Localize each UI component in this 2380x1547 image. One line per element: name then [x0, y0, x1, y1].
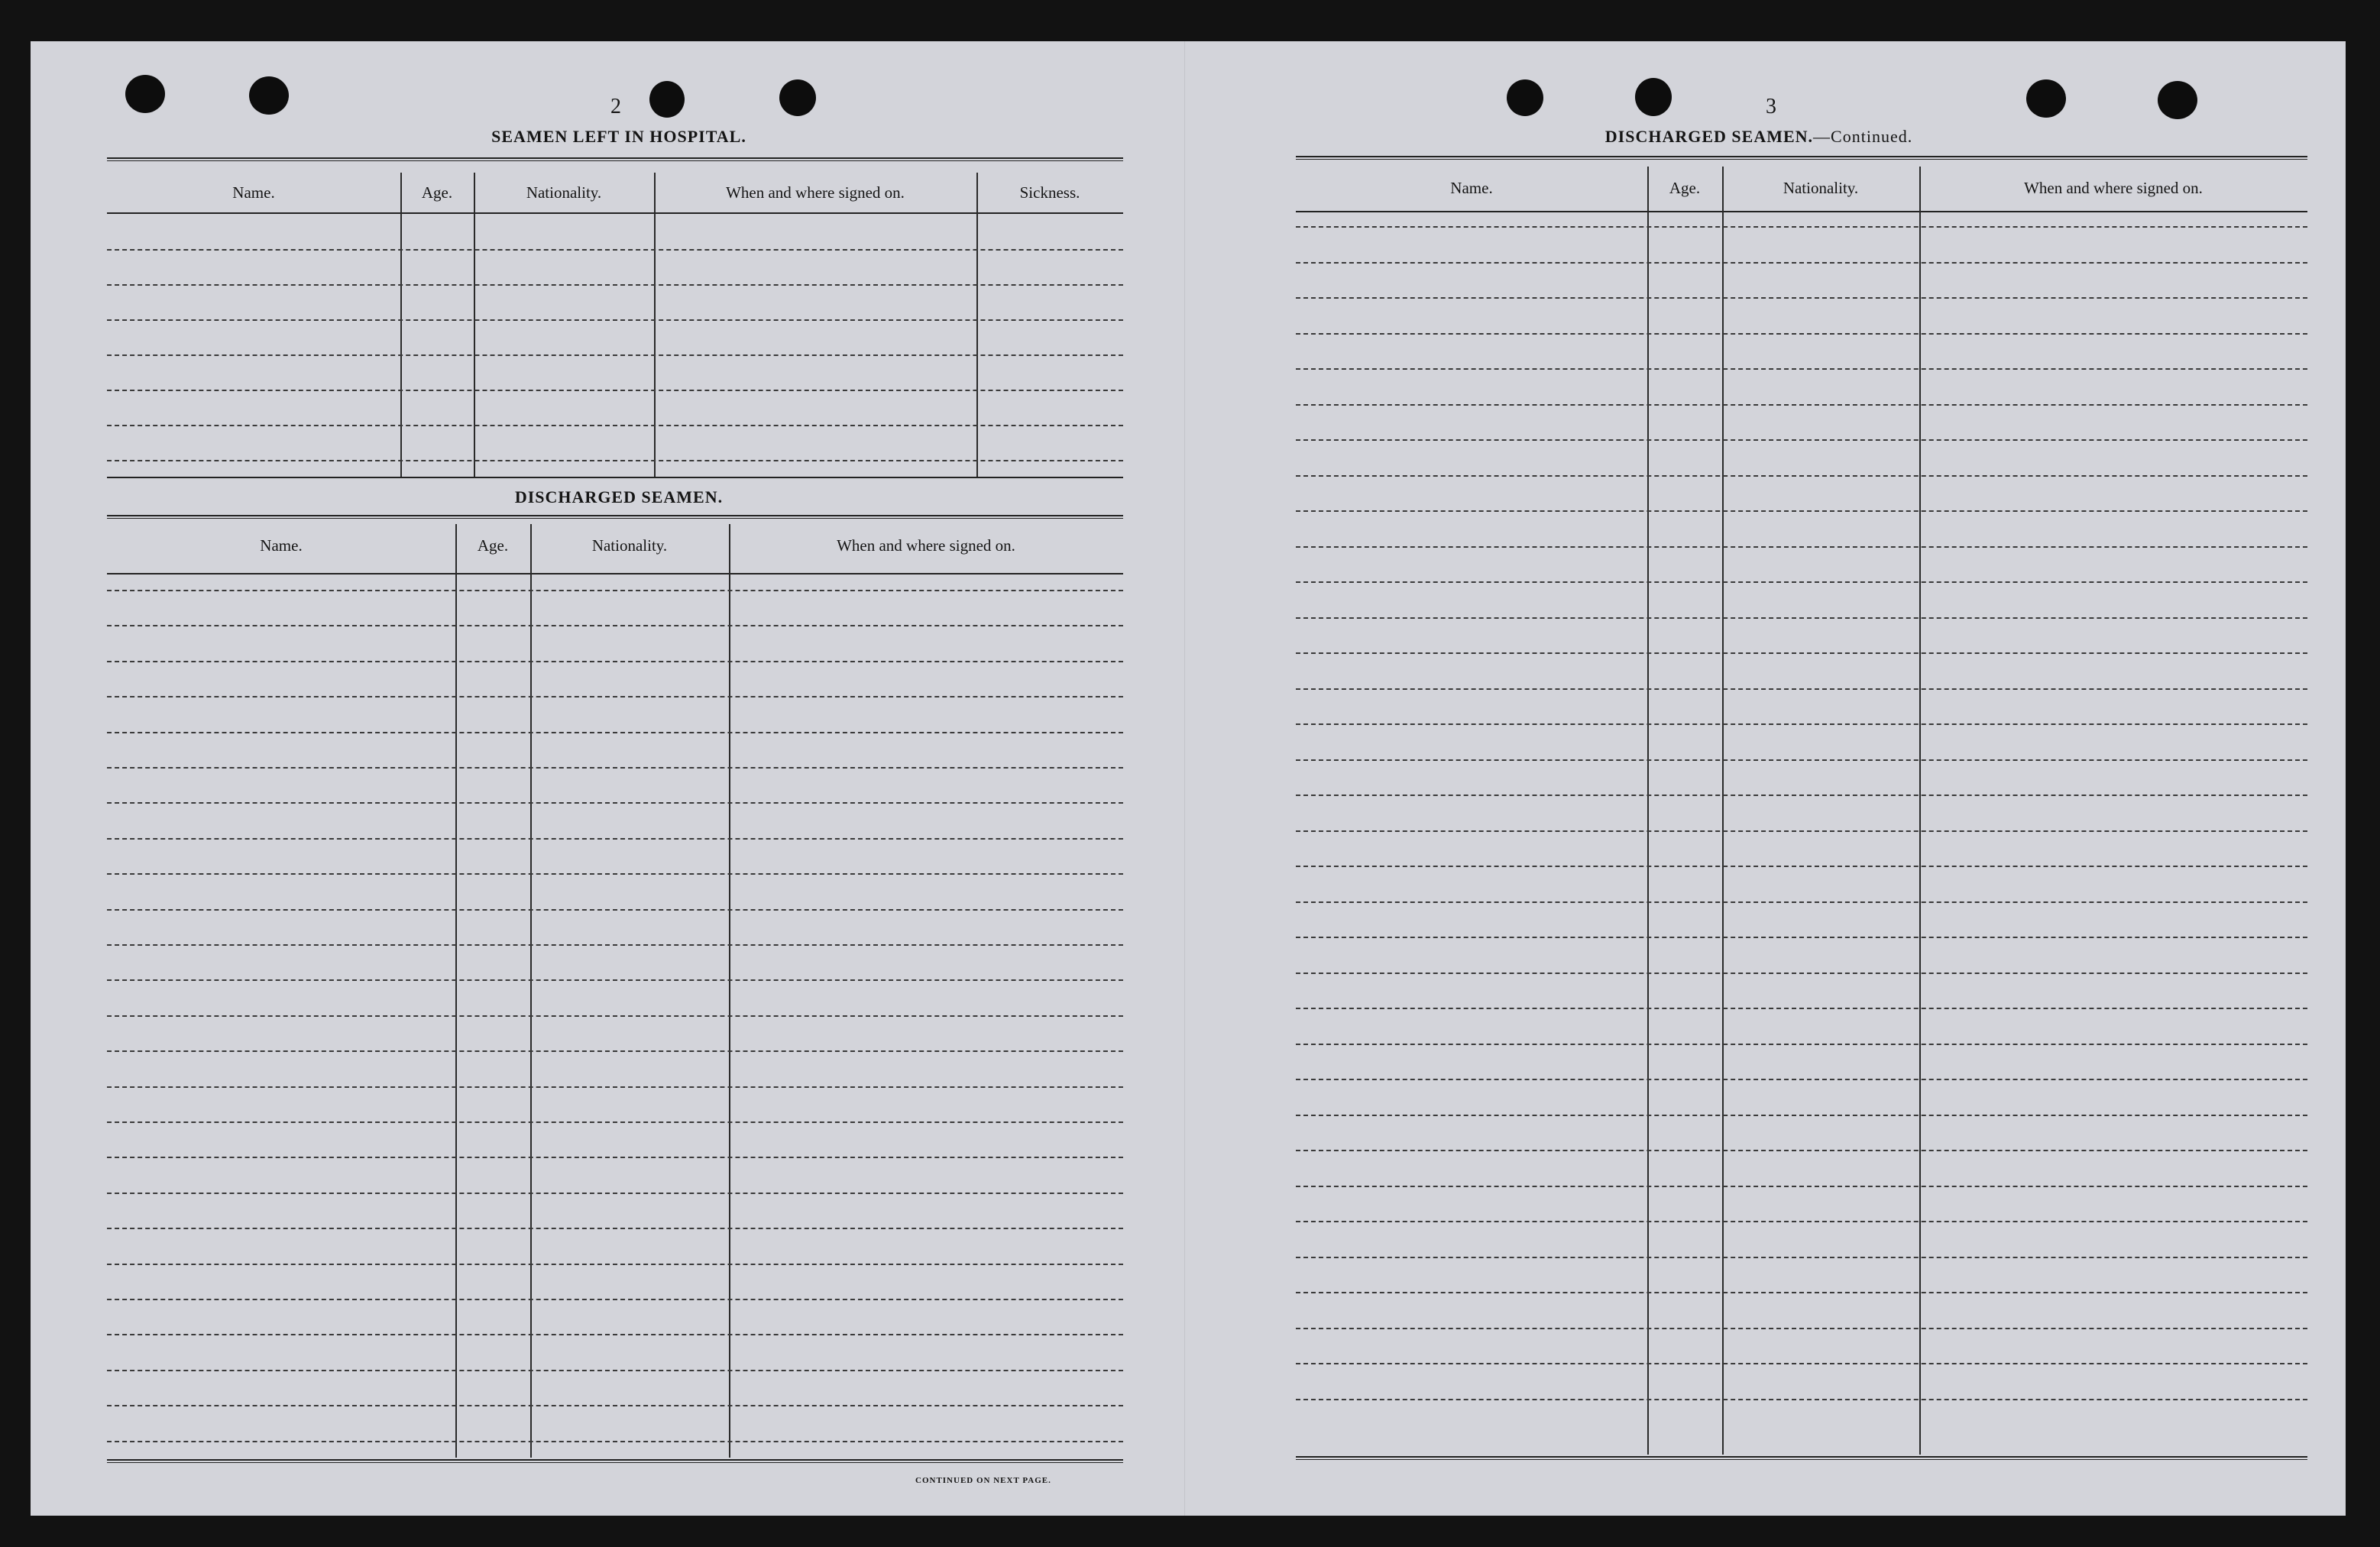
- table-row: [107, 767, 1123, 769]
- table-row: [107, 460, 1123, 461]
- table-row: [1296, 226, 2307, 228]
- table-row: [107, 390, 1123, 391]
- table-row: [1296, 830, 2307, 832]
- table-row: [107, 1299, 1123, 1300]
- table-row: [1296, 333, 2307, 335]
- table-row: [1296, 1150, 2307, 1151]
- section-title-hospital: SEAMEN LEFT IN HOSPITAL.: [491, 127, 746, 146]
- binder-hole: [649, 81, 685, 118]
- column-divider: [729, 524, 730, 1458]
- table-row: [1296, 617, 2307, 619]
- table-row: [1296, 1221, 2307, 1222]
- column-divider: [455, 524, 457, 1458]
- section-title-text: DISCHARGED SEAMEN.: [1604, 127, 1814, 146]
- column-divider: [400, 173, 402, 477]
- left-page: [31, 41, 1169, 1516]
- table-row: [1296, 475, 2307, 477]
- section-rule: [1296, 156, 2307, 160]
- table-row: [1296, 1257, 2307, 1258]
- table-row: [1296, 510, 2307, 512]
- section-rule: [107, 477, 1123, 478]
- table-row: [107, 838, 1123, 840]
- section-rule: [107, 157, 1123, 161]
- table-row: [1296, 652, 2307, 654]
- table-row: [107, 1050, 1123, 1052]
- column-header-age: Age.: [477, 536, 509, 555]
- page-fold: [1184, 41, 1185, 1516]
- table-row: [1296, 297, 2307, 299]
- section-title-suffix: —Continued.: [1813, 127, 1913, 146]
- table-row: [1296, 1399, 2307, 1400]
- page-number: 3: [1766, 95, 1776, 118]
- table-row: [107, 590, 1123, 591]
- table-row: [107, 1334, 1123, 1335]
- table-row: [1296, 1363, 2307, 1364]
- table-row: [1296, 439, 2307, 441]
- table-row: [1296, 404, 2307, 406]
- table-header: [107, 524, 1123, 574]
- table-row: [1296, 973, 2307, 974]
- section-rule: [107, 515, 1123, 519]
- table-row: [107, 661, 1123, 662]
- table-header: [107, 173, 1123, 214]
- table-row: [107, 1015, 1123, 1017]
- table-row: [1296, 1079, 2307, 1080]
- table-row: [107, 319, 1123, 321]
- column-divider: [1722, 167, 1724, 1455]
- column-divider: [1647, 167, 1649, 1455]
- column-header-name: Name.: [1450, 179, 1493, 197]
- table-row: [1296, 759, 2307, 761]
- table-row: [107, 1228, 1123, 1229]
- table-row: [107, 802, 1123, 804]
- column-header-name: Name.: [232, 183, 275, 202]
- column-divider: [1919, 167, 1921, 1455]
- table-row: [1296, 1008, 2307, 1009]
- table-row: [107, 625, 1123, 626]
- table-row: [107, 354, 1123, 356]
- section-title-discharged: DISCHARGED SEAMEN.: [514, 487, 724, 506]
- table-row: [107, 944, 1123, 946]
- section-rule: [1296, 1456, 2307, 1460]
- discharged-table-left: [107, 524, 1123, 1458]
- table-row: [1296, 262, 2307, 264]
- table-row: [1296, 795, 2307, 796]
- table-row: [1296, 1328, 2307, 1329]
- hospital-table: [107, 173, 1123, 477]
- table-row: [1296, 368, 2307, 370]
- continued-note: CONTINUED ON NEXT PAGE.: [915, 1476, 1051, 1485]
- table-row: [1296, 688, 2307, 690]
- table-row: [1296, 901, 2307, 903]
- column-divider: [474, 173, 475, 477]
- table-row: [107, 425, 1123, 426]
- discharged-table-right: [1296, 167, 2307, 1455]
- column-header-signed-on: When and where signed on.: [726, 183, 905, 202]
- column-header-nationality: Nationality.: [1783, 179, 1859, 197]
- binder-hole: [1635, 78, 1672, 116]
- table-row: [107, 979, 1123, 981]
- table-row: [107, 1441, 1123, 1442]
- table-row: [1296, 937, 2307, 938]
- binder-hole: [249, 76, 289, 115]
- table-row: [1296, 866, 2307, 867]
- binder-hole: [2026, 79, 2066, 118]
- page-number: 2: [610, 95, 621, 118]
- table-row: [1296, 1044, 2307, 1045]
- document-spread: [31, 41, 2346, 1516]
- binder-hole: [1507, 79, 1543, 116]
- table-row: [107, 249, 1123, 251]
- column-header-signed-on: When and where signed on.: [2024, 179, 2203, 197]
- table-row: [107, 873, 1123, 875]
- column-divider: [530, 524, 532, 1458]
- table-row: [107, 1264, 1123, 1265]
- column-header-nationality: Nationality.: [591, 536, 668, 555]
- table-row: [1296, 1292, 2307, 1293]
- table-row: [107, 732, 1123, 733]
- table-row: [107, 696, 1123, 697]
- column-divider: [976, 173, 978, 477]
- column-header-name: Name.: [260, 536, 303, 555]
- table-row: [107, 1121, 1123, 1123]
- section-title-discharged-continued: [1507, 127, 2011, 147]
- table-row: [107, 1193, 1123, 1194]
- right-page: [1201, 41, 2346, 1516]
- table-row: [1296, 1186, 2307, 1187]
- column-divider: [654, 173, 656, 477]
- column-header-age: Age.: [1669, 179, 1701, 197]
- binder-hole: [2158, 81, 2197, 119]
- column-header-age: Age.: [421, 183, 453, 202]
- column-header-nationality: Nationality.: [526, 183, 602, 202]
- table-row: [1296, 1115, 2307, 1116]
- table-header: [1296, 167, 2307, 212]
- binder-hole: [125, 75, 165, 113]
- section-rule: [107, 1459, 1123, 1463]
- table-row: [1296, 546, 2307, 548]
- table-row: [107, 284, 1123, 286]
- table-row: [107, 1370, 1123, 1371]
- table-row: [107, 1157, 1123, 1158]
- table-row: [1296, 723, 2307, 725]
- table-row: [107, 1086, 1123, 1088]
- column-header-signed-on: When and where signed on.: [837, 536, 1015, 555]
- table-row: [1296, 581, 2307, 583]
- table-row: [107, 909, 1123, 911]
- column-header-sickness: Sickness.: [1019, 183, 1080, 202]
- binder-hole: [779, 79, 816, 116]
- table-row: [107, 1405, 1123, 1406]
